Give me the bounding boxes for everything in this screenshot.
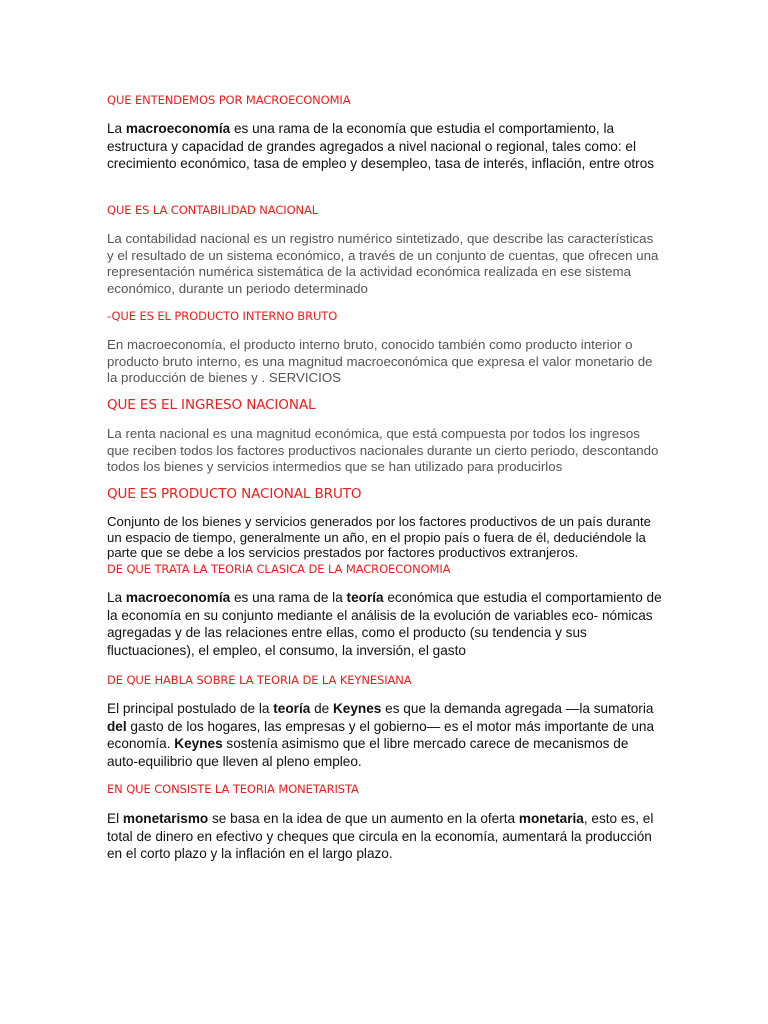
bold-term: monetarismo: [122, 811, 209, 826]
bold-term: macroeconomía: [125, 121, 231, 136]
text-run: es una rama de la: [230, 590, 347, 605]
paragraph-teoria-clasica: [107, 589, 663, 659]
text-run: es una rama de la economía que estudia el comportamiento, la estructura y capacidad de grandes agregados a nivel nacional o regional, tales como: el crecimiento económico, tasa de empleo y desempleo, tasa de interés, inflación, entre otros: [107, 121, 655, 171]
bold-term: Keynes: [174, 736, 223, 751]
heading-producto-nacional-bruto: QUE ES PRODUCTO NACIONAL BRUTO: [107, 486, 362, 502]
heading-macroeconomia: QUE ENTENDEMOS POR MACROECONOMIA: [107, 93, 351, 107]
text-run: El principal postulado de la: [107, 701, 274, 716]
heading-producto-interno-bruto: -QUE ES EL PRODUCTO INTERNO BRUTO: [107, 309, 338, 323]
heading-teoria-monetarista: EN QUE CONSISTE LA TEORIA MONETARISTA: [107, 782, 359, 796]
paragraph-teoria-keynesiana: [107, 700, 663, 770]
bold-term: del: [107, 718, 127, 734]
paragraph-producto-interno-bruto: [107, 337, 663, 387]
text-run: En macroeconomía, el producto interno bruto, conocido también como producto interior o producto bruto interno, es una magnitud macroeconómica que expresa el valor monetario de la producción de bienes y . SERVICIOS: [107, 337, 653, 386]
bold-term: Keynes: [332, 701, 382, 716]
heading-teoria-clasica: DE QUE TRATA LA TEORIA CLASICA DE LA MACROECONOMIA: [107, 562, 451, 576]
text-run: gasto de los hogares, las empresas y el gobierno— es el motor más importante de una economía.: [107, 718, 655, 751]
bold-term: teoría: [346, 590, 384, 605]
text-run: se basa en la idea de que un aumento en la oferta: [208, 811, 519, 826]
paragraph-contabilidad-nacional: [107, 231, 663, 298]
text-run: El: [107, 811, 123, 826]
paragraph-producto-nacional-bruto: [107, 514, 663, 561]
paragraph-ingreso-nacional: [107, 426, 663, 476]
text-run: económica que estudia el comportamiento de la economía en su conjunto mediante el análisis de la evolución de variables eco- nómicas agregadas y de las relaciones entre ellas, como el producto (su tendencia y sus fluctuaciones), el empleo, el consumo, la inversión, el gasto: [107, 590, 662, 658]
bold-term: macroeconomía: [125, 590, 231, 605]
heading-contabilidad-nacional: QUE ES LA CONTABILIDAD NACIONAL: [107, 203, 319, 217]
paragraph-macroeconomia: [107, 120, 663, 173]
text-run: sostenía asimismo que el libre mercado carece de mecanismos de auto-equilibrio que lleven al pleno empleo.: [107, 736, 629, 769]
heading-ingreso-nacional: QUE ES EL INGRESO NACIONAL: [107, 397, 316, 413]
heading-teoria-keynesiana: DE QUE HABLA SOBRE LA TEORIA DE LA KEYNESIANA: [107, 673, 412, 687]
text-run: es que la demanda agregada —la sumatoria: [381, 701, 654, 716]
text-run: , esto es, el total de dinero en efectivo y cheques que circula en la economía, aumentará la producción en el corto plazo y la inflación en el largo plazo.: [107, 811, 654, 861]
text-run: La renta nacional es una magnitud económica, que está compuesta por todos los ingresos que reciben todos los factores productivos nacionales durante un cierto periodo, descontando todos los bienes y servicios intermedios que se han utilizado para producirlos: [107, 426, 659, 475]
bold-term: monetaria: [518, 811, 584, 826]
text-run: La: [107, 590, 126, 605]
text-run: La contabilidad nacional es un registro numérico sintetizado, que describe las características y el resultado de un sistema económico, a través de un conjunto de cuentas, que ofrecen una representación numérica sistemática de la actividad económica realizada en ese sistema económico, durante un periodo determinado: [107, 231, 659, 297]
text-run: de: [310, 701, 333, 716]
text-run: La: [107, 121, 126, 136]
bold-term: teoría: [273, 701, 311, 716]
text-run: Conjunto de los bienes y servicios generados por los factores productivos de un país durante un espacio de tiempo, generalmente un año, en el propio país o fuera de él, deduciéndole la parte que se debe a los servicios prestados por factores productivos extranjeros.: [107, 514, 651, 561]
paragraph-teoria-monetarista: [107, 810, 663, 863]
